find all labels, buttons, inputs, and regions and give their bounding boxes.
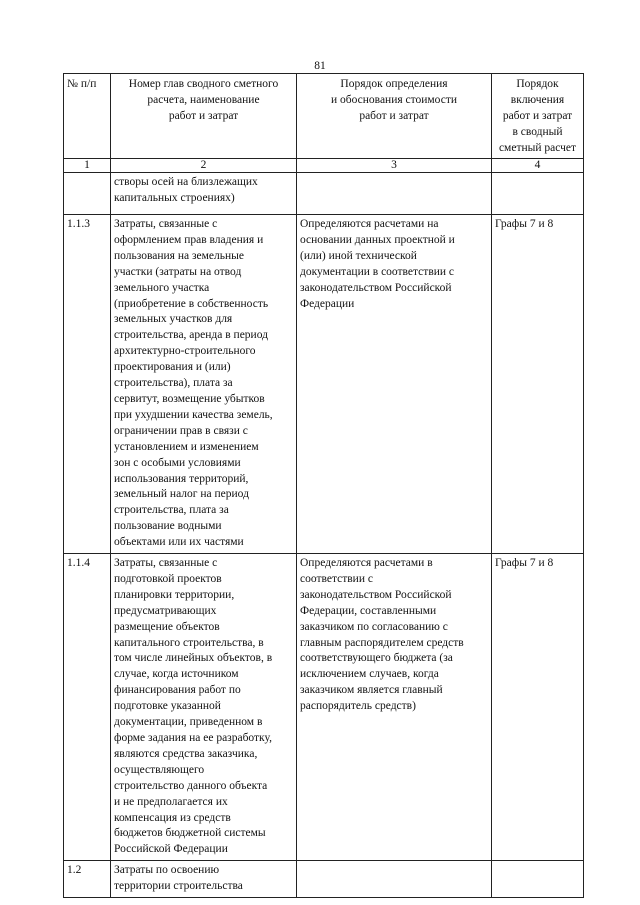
table-row	[64, 861, 584, 898]
column-numbers-row	[64, 159, 584, 173]
row-inclusion	[492, 861, 584, 898]
table-row	[64, 173, 584, 215]
column-number: 3	[297, 159, 492, 173]
row-inclusion: Графы 7 и 8	[492, 215, 584, 554]
table-row	[64, 554, 584, 861]
row-inclusion: Графы 7 и 8	[492, 554, 584, 861]
row-number: 1.1.4	[64, 554, 111, 861]
table-row	[64, 215, 584, 554]
header-col-name: Номер глав сводного сметного расчета, наименование работ и затрат	[111, 74, 297, 159]
header-col-inclusion: Порядок включения работ и затрат в сводный сметный расчет	[492, 74, 584, 159]
page-number: 81	[314, 60, 326, 72]
row-name: Затраты, связанные с подготовкой проектов планировки территории, предусматривающих размещение объектов капитального строительства, в том числе линейных объектов, в случае, когда источником финансирования работ по подготовке указанной документации, приведенном в форме задания на ее разработку, являются средства заказчика, осуществляющего строительство данного объекта и не предполагается их компенсация из средств бюджетов бюджетной системы Российской Федерации	[111, 554, 297, 861]
row-method	[297, 861, 492, 898]
column-number: 4	[492, 159, 584, 173]
row-name: Затраты, связанные с оформлением прав владения и пользования на земельные участки (затраты на отвод земельного участка (приобретение в собственность земельных участков для строительства, аренда в период архитектурно-строительного проектирования и (или) строительства), плата за сервитут, возмещение убытков при ухудшении качества земель, ограничении прав в связи с установлением и изменением зон с особыми условиями использования территорий, земельный налог на период строительства, плата за пользование водными объектами или их частями	[111, 215, 297, 554]
row-number	[64, 173, 111, 215]
column-number: 2	[111, 159, 297, 173]
header-col-number: № п/п	[64, 74, 111, 159]
estimate-table	[63, 73, 584, 898]
column-number: 1	[64, 159, 111, 173]
row-method: Определяются расчетами в соответствии с законодательством Российской Федерации, составленными заказчиком по согласованию с главным распорядителем средств соответствующего бюджета (за исключением случаев, когда заказчиком является главный распорядитель средств)	[297, 554, 492, 861]
header-col-method: Порядок определения и обоснования стоимости работ и затрат	[297, 74, 492, 159]
table-header-row	[64, 74, 584, 159]
row-name: створы осей на близлежащих капитальных строениях)	[111, 173, 297, 215]
row-number: 1.2	[64, 861, 111, 898]
row-method: Определяются расчетами на основании данных проектной и (или) иной технической документации в соответствии с законодательством Российской Федерации	[297, 215, 492, 554]
row-inclusion	[492, 173, 584, 215]
row-number: 1.1.3	[64, 215, 111, 554]
row-name: Затраты по освоению территории строительства	[111, 861, 297, 898]
row-method	[297, 173, 492, 215]
